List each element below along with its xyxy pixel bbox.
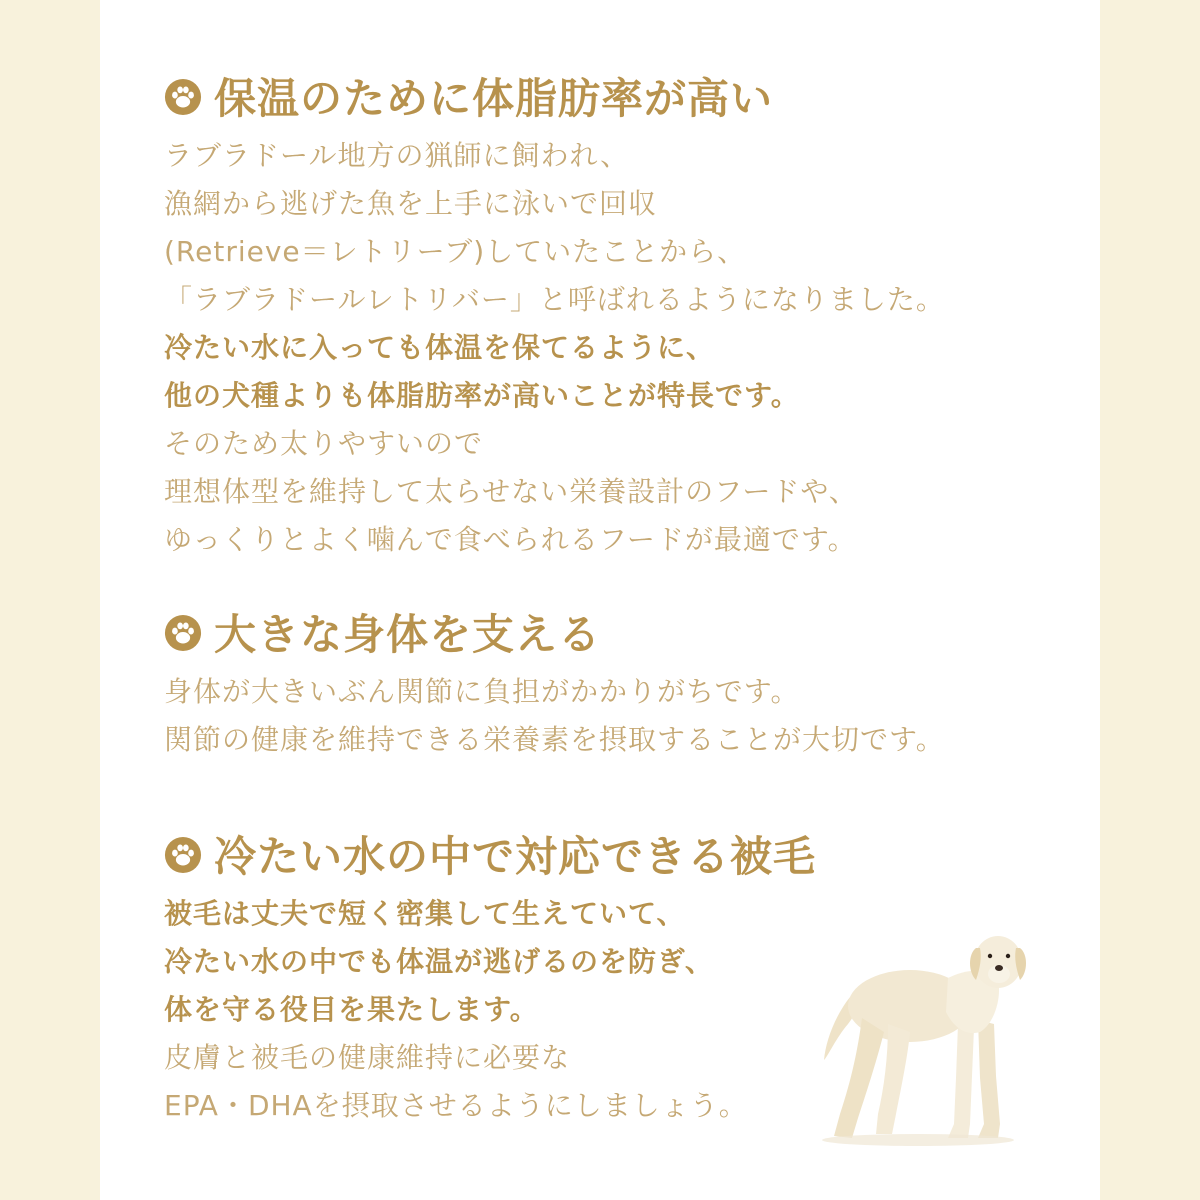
- body-line: (Retrieve＝レトリーブ)していたことから、: [164, 235, 747, 268]
- body-line: そのため太りやすいので: [164, 427, 484, 460]
- emphasis-line: 体を守る役目を果たします。: [164, 993, 539, 1026]
- body-line: 「ラブラドールレトリバー」と呼ばれるようになりました。: [164, 283, 945, 316]
- section-heading: [164, 824, 1064, 884]
- emphasis-line: 冷たい水に入っても体温を保てるように、: [164, 331, 716, 364]
- section-joints: [164, 602, 1064, 764]
- section-heading: [164, 602, 1064, 662]
- body-line: 身体が大きいぶん関節に負担がかかりがちです。: [164, 675, 800, 708]
- body-line: ゆっくりとよく噛んで食べられるフードが最適です。: [164, 523, 857, 556]
- emphasis-line: 冷たい水の中でも体温が逃げるのを防ぎ、: [164, 945, 714, 978]
- heading-text: 大きな身体を支える: [214, 610, 602, 659]
- paw-icon: [164, 77, 202, 115]
- body-line: 関節の健康を維持できる栄養素を摂取することが大切です。: [164, 723, 945, 756]
- heading-text: 冷たい水の中で対応できる被毛: [214, 832, 817, 881]
- paw-icon: [164, 835, 202, 873]
- body-line: EPA・DHAを摂取させるようにしましょう。: [164, 1089, 748, 1122]
- section-heading: [164, 66, 1064, 126]
- body-line: 漁網から逃げた魚を上手に泳いで回収: [164, 187, 658, 220]
- heading-text: 保温のために体脂肪率が高い: [214, 74, 774, 123]
- body-line: 皮膚と被毛の健康維持に必要な: [164, 1041, 571, 1074]
- emphasis-line: 他の犬種よりも体脂肪率が高いことが特長です。: [164, 379, 800, 412]
- body-line: ラブラドール地方の猟師に飼われ、: [164, 139, 630, 172]
- section-body: [164, 132, 1064, 564]
- paw-icon: [164, 613, 202, 651]
- section-body: [164, 668, 1064, 764]
- labrador-dog-photo: [818, 928, 1038, 1150]
- emphasis-line: 被毛は丈夫で短く密集して生えていて、: [164, 897, 686, 930]
- body-line: 理想体型を維持して太らせない栄養設計のフードや、: [164, 475, 858, 508]
- section-body-fat: [164, 66, 1064, 564]
